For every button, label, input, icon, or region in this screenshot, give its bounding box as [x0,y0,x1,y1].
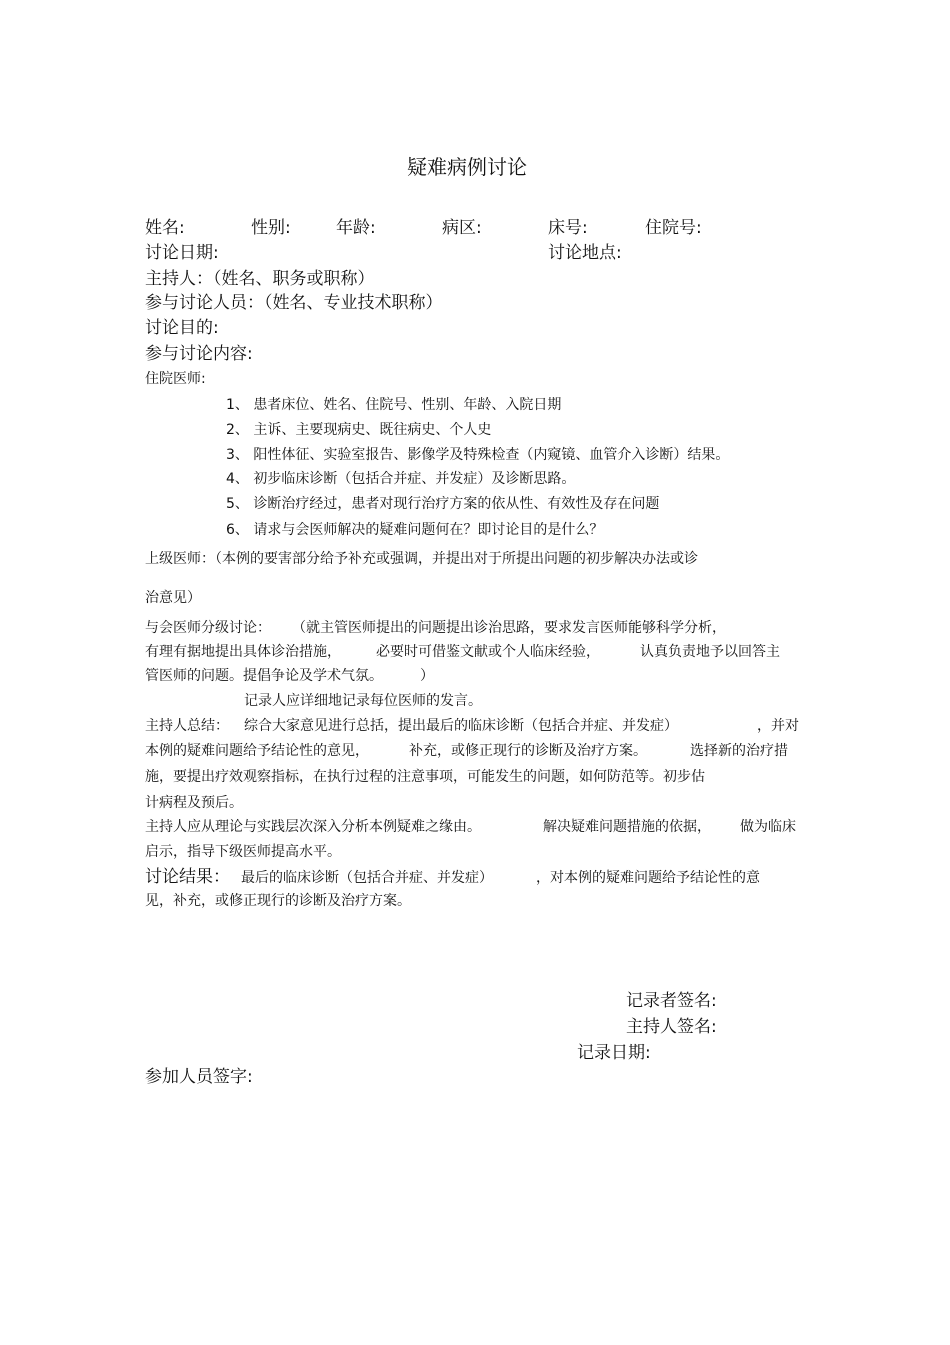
resident-item: 4、 初步临床诊断（包括合并症、并发症）及诊断思路。 [226,471,576,487]
page-title: 疑难病例讨论 [407,155,527,179]
senior-physician-text-cont: 治意见） [145,590,201,606]
discussion-result-label: 讨论结果： [145,867,230,887]
host-summary-text: 做为临床 [740,819,796,835]
recorder-signature-label: 记录者签名: [626,991,717,1011]
resident-item: 6、 请求与会医师解决的疑难问题何在？即讨论目的是什么？ [226,522,604,538]
participants-signature-label: 参加人员签字: [145,1067,253,1087]
resident-item: 2、 主诉、主要现病史、既往病史、个人史 [226,422,492,438]
bed-field-label: 床号: [548,218,588,238]
host-summary-text: 施，要提出疗效观察指标，在执行过程的注意事项，可能发生的问题，如何防范等。初步估 [145,769,705,785]
host-summary-label: 主持人总结： [145,718,229,734]
host-summary-text: 本例的疑难问题给予结论性的意见， [145,743,369,759]
content-label: 参与讨论内容: [145,344,253,364]
graded-discussion-text: 认真负责地予以回答主 [640,644,780,660]
host-label: 主持人：（姓名、职务或职称） [145,269,375,289]
admission-no-field-label: 住院号: [645,218,702,238]
name-field-label: 姓名: [145,218,185,238]
discussion-result-text: ，对本例的疑难问题给予结论性的意 [536,870,760,886]
host-summary-text: 综合大家意见进行总括，提出最后的临床诊断（包括合并症、并发症） [244,718,678,734]
resident-label: 住院医师: [145,371,206,387]
graded-discussion-text: ） [420,668,434,684]
graded-discussion-label: 与会医师分级讨论： [145,620,271,636]
graded-discussion-text: （就主管医师提出的问题提出诊治思路，要求发言医师能够科学分析， [292,620,726,636]
graded-discussion-text: 有理有据地提出具体诊治措施， [145,644,341,660]
discussion-result-text: 见，补充，或修正现行的诊断及治疗方案。 [145,893,411,909]
purpose-label: 讨论目的: [145,318,219,338]
graded-discussion-text: 管医师的问题。提倡争论及学术气氛。 [145,668,383,684]
host-summary-text: ，并对 [757,718,799,734]
discussion-date-label: 讨论日期: [145,243,219,263]
recorder-note: 记录人应详细地记录每位医师的发言。 [244,693,482,709]
record-date-label: 记录日期: [577,1043,651,1063]
host-summary-text: 计病程及预后。 [145,795,243,811]
discussion-result-text: 最后的临床诊断（包括合并症、并发症） [241,870,493,886]
graded-discussion-text: 必要时可借鉴文献或个人临床经验， [376,644,600,660]
resident-item: 5、 诊断治疗经过，患者对现行治疗方案的依从性、有效性及存在问题 [226,496,660,512]
ward-field-label: 病区: [442,218,482,238]
senior-physician-text: 上级医师：（本例的要害部分给予补充或强调，并提出对于所提出问题的初步解决办法或诊 [145,551,698,567]
gender-field-label: 性别: [251,218,291,238]
age-field-label: 年龄: [336,218,376,238]
host-signature-label: 主持人签名: [626,1017,717,1037]
resident-item: 1、 患者床位、姓名、住院号、性别、年龄、入院日期 [226,397,562,413]
host-summary-text: 启示，指导下级医师提高水平。 [145,844,341,860]
host-summary-text: 选择新的治疗措 [690,743,788,759]
resident-item: 3、 阳性体征、实验室报告、影像学及特殊检查（内窥镜、血管介入诊断）结果。 [226,447,730,463]
host-summary-text: 解决疑难问题措施的依据， [543,819,711,835]
participants-label: 参与讨论人员：（姓名、专业技术职称） [145,293,443,313]
host-summary-text: 补充，或修正现行的诊断及治疗方案。 [409,743,647,759]
discussion-location-label: 讨论地点: [548,243,622,263]
host-summary-text: 主持人应从理论与实践层次深入分析本例疑难之缘由。 [145,819,481,835]
